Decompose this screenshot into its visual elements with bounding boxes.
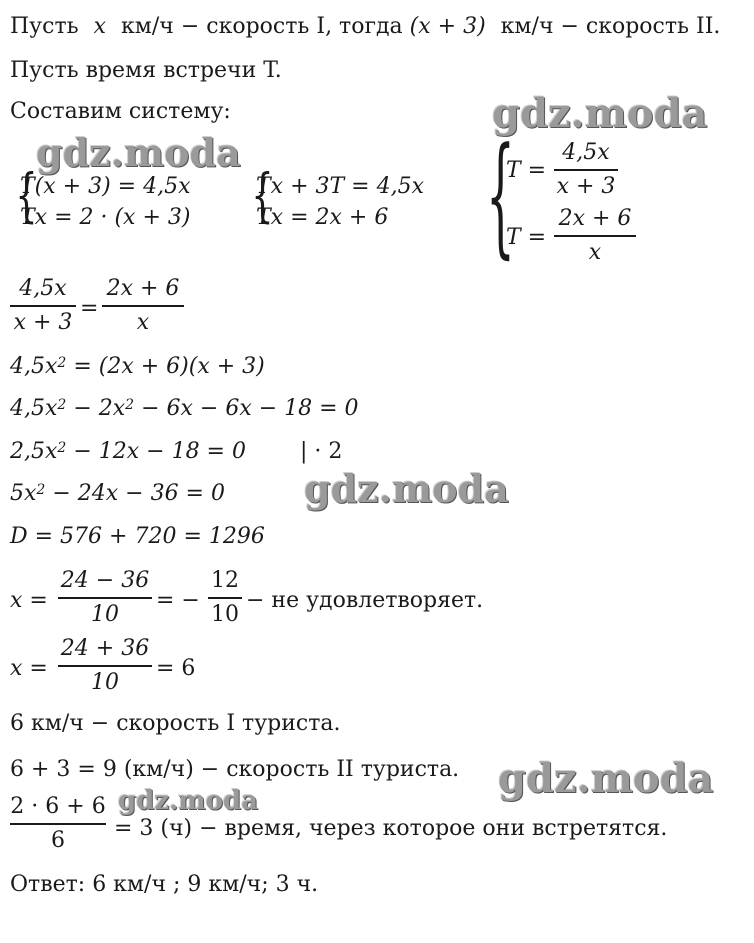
root-2-value: = 6 — [156, 656, 196, 681]
fraction-bar — [208, 597, 242, 599]
root-1-note: − не удовлетворяет. — [246, 588, 484, 613]
root-1-lhs: x = — [10, 588, 48, 613]
term: − 12x − 18 = 0 — [66, 439, 246, 464]
step-3 — [10, 439, 246, 465]
brace-icon: { — [251, 161, 274, 229]
term: 4,5x — [10, 396, 58, 421]
fraction — [10, 794, 106, 854]
fraction — [554, 140, 618, 200]
discriminant: D = 576 + 720 = 1296 — [10, 524, 265, 549]
result-1: 6 км/ч − скорость I туриста. — [10, 711, 341, 736]
denominator: x + 3 — [556, 173, 616, 199]
numerator: 24 − 36 — [60, 568, 150, 593]
term: − 2x — [66, 396, 126, 421]
step-4 — [10, 481, 225, 507]
answer: Ответ: 6 км/ч ; 9 км/ч; 3 ч. — [10, 872, 319, 897]
expression: (x + 3) — [409, 14, 486, 39]
watermark: gdz.moda — [492, 90, 708, 137]
equation: Tx = 2x + 6 — [256, 205, 389, 230]
intro-line-2: Пусть время встречи T. — [10, 58, 282, 83]
denominator: 6 — [51, 827, 65, 853]
term: 2,5x — [10, 439, 58, 464]
equation: Tx = 2 · (x + 3) — [20, 205, 191, 230]
equals-minus: = − — [156, 588, 200, 613]
step-2 — [10, 396, 359, 422]
numerator: 12 — [211, 568, 239, 593]
term: 5x — [10, 481, 37, 506]
denominator: x + 3 — [13, 309, 73, 335]
fraction — [10, 276, 76, 336]
exponent: 2 — [57, 355, 67, 371]
denominator: 10 — [91, 669, 119, 695]
fraction-bar — [554, 235, 636, 237]
result-2: 6 + 3 = 9 (км/ч) − скорость II туриста. — [10, 757, 460, 782]
denominator: x — [136, 309, 150, 335]
equation-left: T = — [506, 158, 547, 183]
watermark: gdz.moda — [118, 786, 259, 816]
numerator: 24 + 36 — [60, 636, 150, 661]
numerator: 2 · 6 + 6 — [10, 794, 106, 819]
root-2-lhs: x = — [10, 656, 48, 681]
fraction — [58, 568, 152, 628]
fraction-bar — [10, 305, 76, 307]
text: км/ч − скорость I, тогда — [121, 14, 403, 39]
denominator: x — [588, 239, 602, 265]
exponent: 2 — [125, 397, 135, 413]
watermark: gdz.moda — [498, 755, 714, 802]
fraction — [554, 206, 636, 266]
term: − 6x − 6x − 18 = 0 — [134, 396, 359, 421]
multiplier-note: | · 2 — [300, 439, 343, 464]
fraction — [208, 568, 242, 628]
step-1 — [10, 354, 265, 380]
numerator: 4,5x — [562, 140, 610, 165]
equals-sign: = — [80, 296, 99, 321]
fraction-bar — [58, 597, 152, 599]
time-result: = 3 (ч) − время, через которое они встретятся. — [114, 816, 668, 841]
term: 4,5x — [10, 354, 58, 379]
brace-icon: { — [15, 161, 38, 229]
term: − 24x − 36 = 0 — [45, 481, 225, 506]
denominator: 10 — [211, 601, 239, 627]
fraction-bar — [102, 305, 184, 307]
equation: Tx + 3T = 4,5x — [256, 174, 424, 199]
fraction — [58, 636, 152, 696]
fraction-bar — [10, 823, 106, 825]
equation-left: T = — [506, 225, 547, 250]
numerator: 2x + 6 — [558, 206, 632, 231]
numerator: 4,5x — [19, 276, 67, 301]
text: км/ч − скорость II. — [500, 14, 721, 39]
fraction — [102, 276, 184, 336]
variable-x: x — [93, 14, 107, 39]
numerator: 2x + 6 — [106, 276, 180, 301]
intro-line-3: Составим систему: — [10, 99, 231, 124]
fraction-bar — [58, 665, 152, 667]
text: Пусть — [10, 14, 79, 39]
intro-line-1 — [10, 14, 720, 40]
watermark: gdz.moda — [36, 130, 241, 175]
equation: T(x + 3) = 4,5x — [20, 174, 191, 199]
exponent: 2 — [57, 397, 67, 413]
brace-icon: { — [486, 119, 515, 271]
exponent: 2 — [36, 482, 46, 498]
watermark: gdz.moda — [304, 466, 509, 511]
denominator: 10 — [91, 601, 119, 627]
exponent: 2 — [57, 440, 67, 456]
fraction-bar — [554, 169, 618, 171]
term: = (2x + 6)(x + 3) — [66, 354, 265, 379]
